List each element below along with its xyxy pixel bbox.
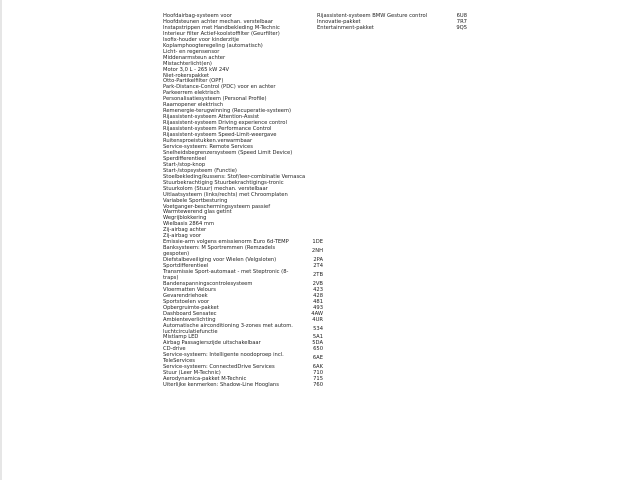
option-code: 5DA [312, 340, 323, 347]
option-label: Sportdifferentieel [163, 263, 209, 270]
option-label: Park-Distance-Control (PDC) voor en achter [163, 84, 276, 91]
option-label: Stoelbekleding/kussens: Stof/leer-combinatie Vernasca [163, 173, 306, 180]
option-label: Start-/stop-knop [163, 161, 206, 168]
option-label: Snelheidsbegrenzersysteem (Speed Limit Device) [163, 149, 293, 156]
option-code: 6AK [312, 364, 323, 371]
option-label: Uiterlijke kenmerken: Shadow-Line Hooglans [163, 382, 279, 389]
option-row [163, 383, 323, 389]
option-label: Ruitensproeistukken.verwarmbaar [163, 138, 253, 145]
option-label: Voetganger-beschermingsysteem passief [163, 203, 271, 210]
option-label: Mistachterlicht(en) [163, 60, 212, 67]
option-label: Rijassistent-systeem Speed-Limit-weergave [163, 132, 277, 139]
option-code: 493 [313, 304, 323, 311]
option-code: 2VB [312, 280, 323, 287]
option-label: Hoofdsteunen achter mechan. verstelbaar [163, 18, 274, 25]
option-label: Sportstoelen voor [163, 298, 210, 305]
option-label: Licht- en regensensor [163, 48, 220, 55]
option-label: Interieur filter Actief-koolstoffilter (Geurfilter) [163, 30, 280, 37]
option-label: Ambienteverlichting [163, 316, 216, 323]
option-label: Zij-airbag achter [163, 227, 207, 234]
option-label: Uitlaatsysteem (links/rechts) met Chroomplaten [163, 191, 288, 198]
option-label: Gevarendriehoek [163, 292, 208, 299]
option-code: 7R7 [456, 18, 467, 25]
option-label: Rijassistent-systeem Driving experience control [163, 120, 287, 127]
option-label: Instapstrippen met Handbekleding M-Technic [163, 24, 280, 31]
option-code: 2PA [313, 257, 323, 264]
option-code: 6U8 [456, 13, 467, 19]
option-code: 9Q5 [456, 24, 467, 31]
option-code: 2TB [312, 271, 323, 278]
option-label: Diefstalbeveiliging voor Wielen (Velgsloten) [163, 257, 277, 264]
options-list-right [317, 14, 467, 32]
option-label: Banksysteem: M Sportremmen (Remzadels gespoten) [163, 245, 276, 258]
option-label: Rijassistent-systeem Performance Control [163, 126, 272, 133]
option-label: Bandenspanningscontrolesysteem [163, 280, 253, 287]
option-label: Entertainment-pakket [317, 24, 374, 31]
option-label: Airbag Passagierszijde uitschakelbaar [163, 340, 261, 347]
option-code: 4UR [312, 316, 323, 323]
option-label: Variabele Sportbesturing [163, 197, 228, 204]
option-code: 715 [313, 376, 323, 383]
option-code: 2NH [311, 248, 323, 255]
option-label: Service-systeem: ConnectedDrive Services [163, 364, 275, 371]
option-label: Emissie-arm volgens emissienorm Euro 6d-TEMP [163, 239, 289, 246]
option-label: Motor 3,0 L - 265 kW 24V [163, 66, 230, 73]
option-label: Mistlamp LED [163, 334, 199, 341]
option-label: Transmissie Sport-automaat - met Steptronic (8-traps) [163, 268, 289, 281]
option-label: Sperdifferentieel [163, 155, 207, 162]
option-row [317, 26, 467, 32]
option-label: Stuurbekrachtiging Stuurbekrachtigings-tronic [163, 179, 284, 186]
option-label: Hoofdairbag-systeem voor [163, 13, 232, 19]
option-label: Stuurkolom (Stuur) mechan. verstelbaar [163, 185, 268, 192]
option-label: Middenarmsteun achter [163, 54, 226, 61]
option-label: Service-systeem: Remote Services [163, 143, 253, 150]
option-code: 2T4 [313, 263, 323, 270]
page-edge [0, 0, 2, 480]
option-code: 4AW [311, 310, 323, 317]
option-label: Rijassistent-systeem Attention-Assist [163, 114, 260, 121]
option-code: 481 [313, 298, 323, 305]
option-code: 423 [313, 286, 323, 293]
option-label: Isofix-houder voor kinderzitje [163, 36, 240, 43]
option-label: Koplamphoogteregeling (automatisch) [163, 42, 263, 49]
option-label: Wielbasis 2864 mm [163, 221, 215, 228]
option-code: 534 [313, 325, 323, 332]
option-code: 5A1 [312, 334, 323, 341]
option-code: 710 [313, 370, 323, 377]
option-label: Parkeerrem elektrisch [163, 90, 220, 97]
option-label: CD-drive [163, 346, 186, 353]
option-label: Wegrijblokkering [163, 215, 207, 222]
option-label: Remenergie-terugwinning (Recuperatie-systeem) [163, 108, 292, 115]
option-code: 650 [313, 346, 323, 353]
options-list-left [163, 14, 323, 389]
option-label: Personalisatiesysteem (Personal Profile) [163, 96, 267, 103]
option-label: Vloermatten Velours [163, 286, 216, 293]
option-label: Stuur (Leer M-Technic) [163, 370, 221, 377]
option-label: Rijassistent-systeem BMW Gesture control [317, 13, 428, 19]
option-label: Start-/stopsysteem (Functie) [163, 167, 237, 174]
option-label: Otto-Partikelfilter (OPF) [163, 78, 224, 85]
option-label: Service-systeem: Intelligente noodoproep incl. TeleServices [163, 352, 284, 365]
option-code: 1DE [312, 239, 323, 246]
option-code: 6AE [312, 355, 323, 362]
option-label: Opbergruimte-pakket [163, 304, 219, 311]
option-code: 760 [313, 382, 323, 389]
option-label: Innovatie-pakket [317, 18, 361, 25]
option-label: Aerodynamica-pakket M-Technic [163, 376, 247, 383]
option-label: Niet-rokerspakket [163, 72, 209, 79]
option-label: Zij-airbag voor [163, 233, 202, 240]
option-label: Raamopener elektrisch [163, 102, 224, 109]
option-label: Warmtewerend glas getint [163, 209, 232, 216]
option-label: Dashboard Sensatec [163, 310, 217, 317]
option-code: 428 [313, 292, 323, 299]
option-label: Automatische airconditioning 3-zones met autom. luchtcirculatiefunctie [163, 322, 293, 335]
